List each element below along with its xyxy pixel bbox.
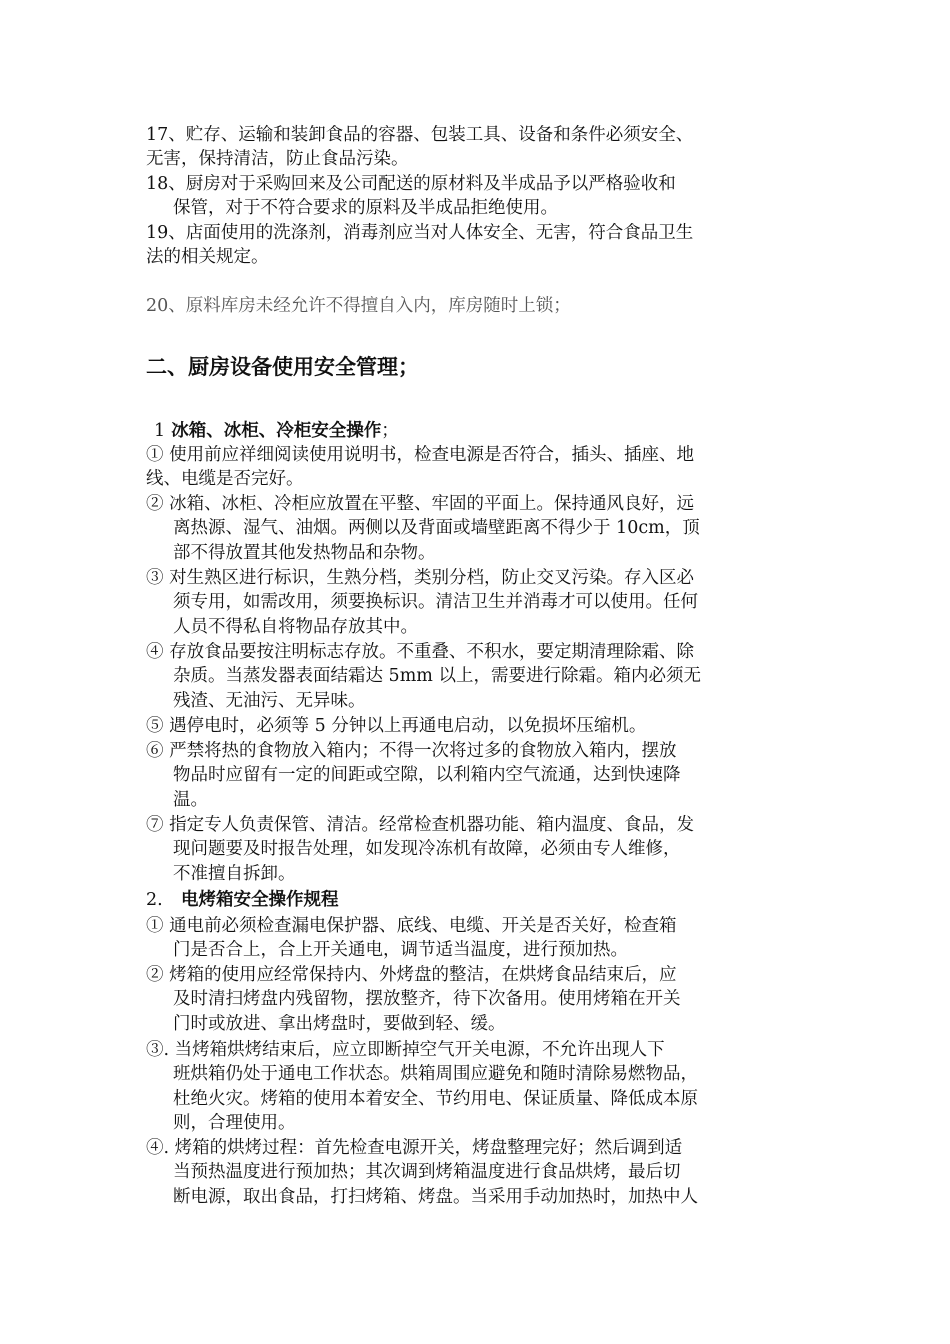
rule-19 xyxy=(146,221,816,270)
fridge-rule-6 xyxy=(146,739,816,812)
oven-rule-3 xyxy=(146,1038,816,1135)
fridge-rule-2-line-2: 离热源、湿气、油烟。两侧以及背面或墙壁距离不得少于 10cm，顶 xyxy=(173,518,700,539)
fridge-rule-2-line-3: 部不得放置其他发热物品和杂物。 xyxy=(173,542,436,563)
oven-rule-4 xyxy=(146,1136,816,1209)
fridge-rule-3-line-3: 人员不得私自将物品存放其中。 xyxy=(173,616,418,637)
fridge-rule-7 xyxy=(146,813,816,886)
oven-rule-2-line-2: 及时清扫烤盘内残留物，摆放整齐，待下次备用。使用烤箱在开关 xyxy=(173,989,681,1010)
fridge-rule-2-line-1: ② 冰箱、冰柜、冷柜应放置在平整、牢固的平面上。保持通风良好，远 xyxy=(146,494,695,514)
fridge-rule-6-line-2: 物品时应留有一定的间距或空隙，以利箱内空气流通，达到快速降 xyxy=(173,765,681,786)
oven-rule-1 xyxy=(146,914,816,963)
oven-rule-1-line-1: ① 通电前必须检查漏电保护器、底线、电缆、开关是否关好，检查箱 xyxy=(146,916,677,936)
fridge-rule-4-line-3: 残渣、无油污、无异味。 xyxy=(173,690,366,711)
fridge-rule-4-line-1: ④ 存放食品要按注明标志存放。不重叠、不积水，要定期清理除霜、除 xyxy=(146,642,695,662)
fridge-rule-7-line-3: 不准擅自拆卸。 xyxy=(173,863,296,884)
fridge-rule-6-line-3: 温。 xyxy=(173,789,208,810)
rule-17-line-1: 17、贮存、运输和装卸食品的容器、包装工具、设备和条件必须安全、 xyxy=(146,125,694,145)
rule-20-line-1: 20、原料库房未经允许不得擅自入内，库房随时上锁； xyxy=(146,296,571,316)
fridge-rule-4 xyxy=(146,640,816,713)
fridge-rule-5 xyxy=(146,714,816,738)
fridge-rule-5-line-1: ⑤ 遇停电时，必须等 5 分钟以上再通电启动，以免损坏压缩机。 xyxy=(146,716,647,736)
rule-18-line-2: 保管，对于不符合要求的原料及半成品拒绝使用。 xyxy=(173,198,558,219)
fridge-rule-1 xyxy=(146,443,816,492)
rule-19-line-1: 19、店面使用的洗涤剂，消毒剂应当对人体安全、无害，符合食品卫生 xyxy=(146,223,694,243)
fridge-rule-3-line-2: 须专用，如需改用，须要换标识。清洁卫生并消毒才可以使用。任何 xyxy=(173,592,698,613)
fridge-heading-tail: ； xyxy=(381,421,399,441)
rule-18 xyxy=(146,172,816,221)
rule-20 xyxy=(146,294,816,318)
rule-18-line-1: 18、厨房对于采购回来及公司配送的原材料及半成品予以严格验收和 xyxy=(146,174,676,194)
fridge-rule-1-line-1: ① 使用前应祥细阅读使用说明书，检查电源是否符合，插头、插座、地 xyxy=(146,445,695,465)
oven-rule-3-line-2: 班烘箱仍处于通电工作状态。烘箱周围应避免和随时清除易燃物品， xyxy=(173,1064,698,1085)
rule-19-line-2: 法的相关规定。 xyxy=(146,247,269,268)
oven-rule-2-line-1: ② 烤箱的使用应经常保持内、外烤盘的整洁，在烘烤食品结束后，应 xyxy=(146,965,677,985)
oven-rule-4-line-2: 当预热温度进行预加热；其次调到烤箱温度进行食品烘烤，最后切 xyxy=(173,1162,681,1183)
fridge-heading-number: 1 xyxy=(154,421,166,441)
oven-rule-3-line-4: 则，合理使用。 xyxy=(173,1112,296,1133)
fridge-rule-2 xyxy=(146,492,816,565)
oven-rule-4-line-3: 断电源，取出食品，打扫烤箱、烤盘。当采用手动加热时，加热中人 xyxy=(173,1186,698,1207)
fridge-rule-6-line-1: ⑥ 严禁将热的食物放入箱内；不得一次将过多的食物放入箱内，摆放 xyxy=(146,741,677,761)
oven-rule-4-line-1: ④. 烤箱的烘烤过程：首先检查电源开关，烤盘整理完好；然后调到适 xyxy=(146,1138,683,1158)
fridge-rule-3 xyxy=(146,566,816,639)
fridge-rule-4-line-2: 杂质。当蒸发器表面结霜达 5mm 以上，需要进行除霜。箱内必须无 xyxy=(173,666,701,687)
rule-17 xyxy=(146,123,816,172)
oven-rule-1-line-2: 门是否合上，合上开关通电，调节适当温度，进行预加热。 xyxy=(173,940,628,961)
oven-rule-2-line-3: 门时或放进、拿出烤盘时，要做到轻、缓。 xyxy=(173,1013,506,1034)
rule-17-line-2: 无害，保持清洁，防止食品污染。 xyxy=(146,149,409,170)
oven-heading-title: 电烤箱安全操作规程 xyxy=(180,890,339,910)
fridge-rule-7-line-2: 现问题要及时报告处理，如发现冷冻机有故障，必须由专人维修， xyxy=(173,839,681,860)
section-2-heading: 二、厨房设备使用安全管理； xyxy=(146,355,419,379)
oven-heading-number: 2. xyxy=(146,890,163,910)
fridge-rule-3-line-1: ③ 对生熟区进行标识，生熟分档，类别分档，防止交叉污染。存入区必 xyxy=(146,568,695,588)
oven-heading xyxy=(146,888,338,912)
oven-rule-3-line-3: 杜绝火灾。烤箱的使用本着安全、节约用电、保证质量、降低成本原 xyxy=(173,1088,698,1109)
fridge-heading-title: 冰箱、冰柜、冷柜安全操作 xyxy=(171,421,382,441)
fridge-rule-7-line-1: ⑦ 指定专人负责保管、清洁。经常检查机器功能、箱内温度、食品，发 xyxy=(146,815,695,835)
fridge-heading xyxy=(154,419,399,443)
oven-rule-3-line-1: ③. 当烤箱烘烤结束后，应立即断掉空气开关电源，不允许出现人下 xyxy=(146,1040,665,1060)
oven-rule-2 xyxy=(146,963,816,1036)
fridge-rule-1-line-2: 线、电缆是否完好。 xyxy=(146,469,304,490)
